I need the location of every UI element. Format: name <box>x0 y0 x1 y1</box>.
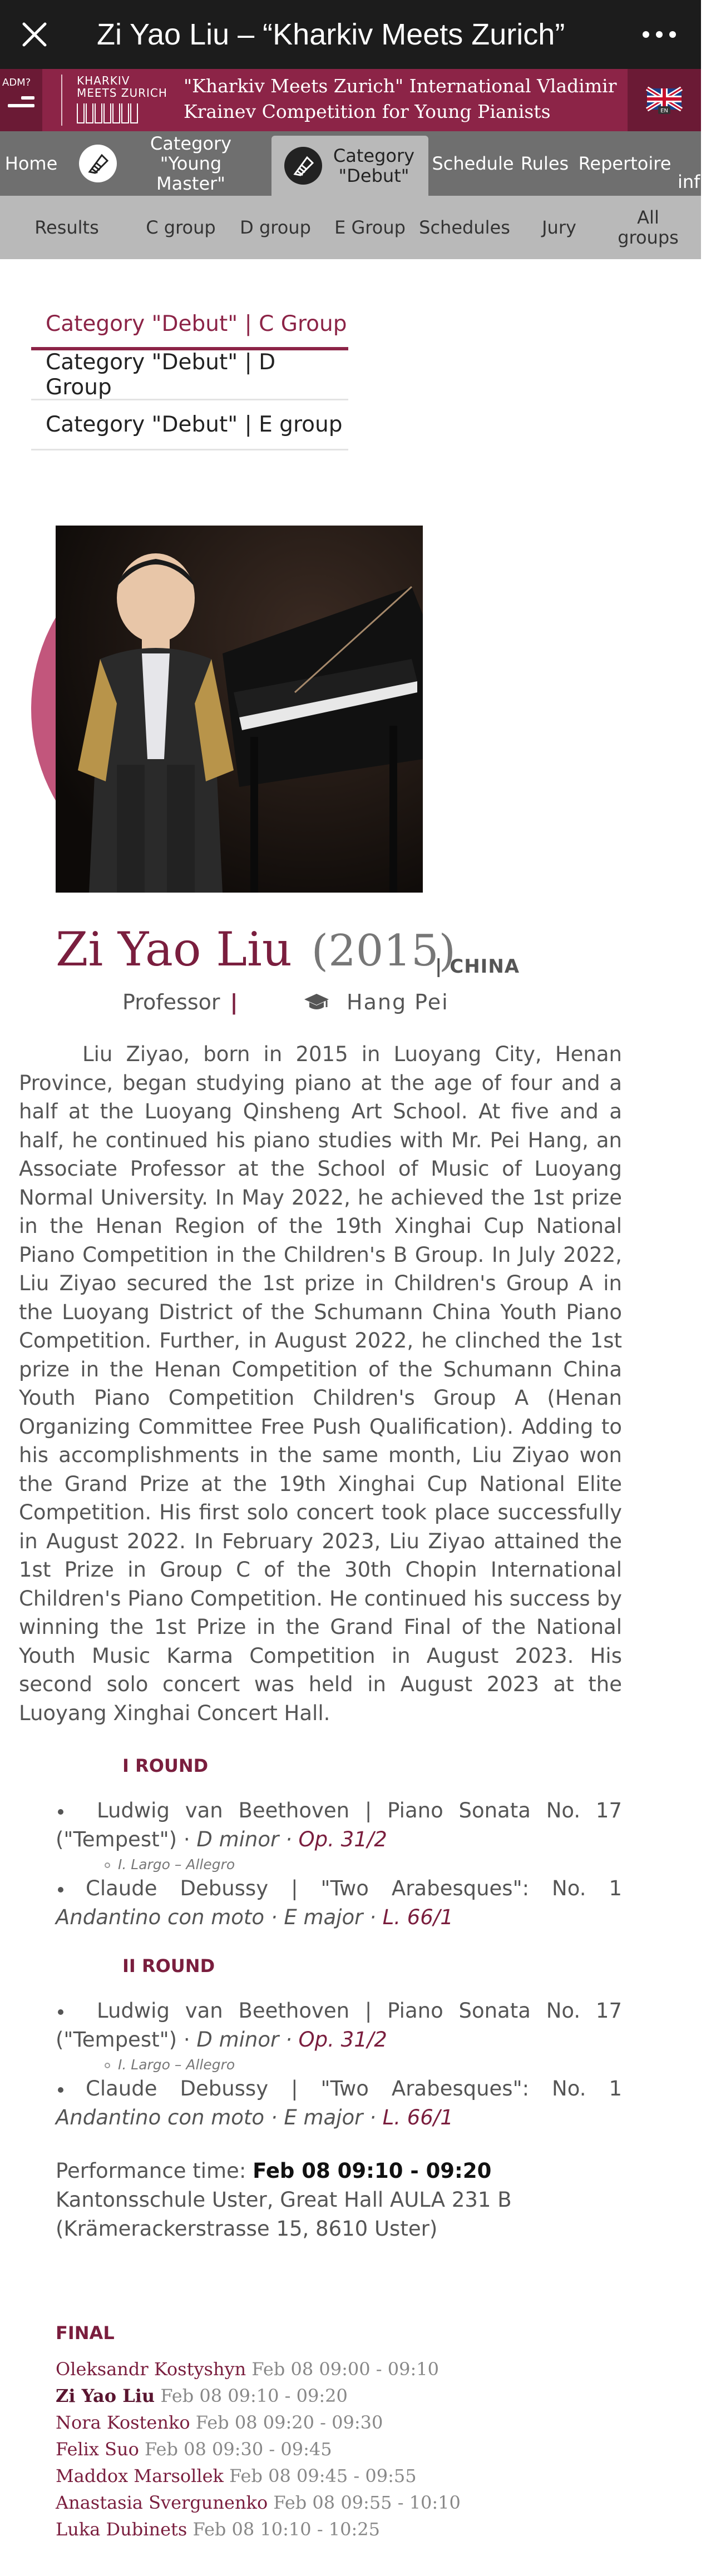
final-entry-time: Feb 08 10:10 - 10:25 <box>192 2519 381 2540</box>
final-entry <box>56 2489 612 2516</box>
round-2-piece-2 <box>56 2074 622 2132</box>
menu-home[interactable]: Home <box>4 153 58 174</box>
biography: Liu Ziyao, born in 2015 in Luoyang City, Henan Province, began studying piano at the age of four and a half at the Luoyang Qinsheng Art School. At five and a half, he continued his piano studies with Mr. Pei Hang, an Associate Professor at the School of Music of Luoyang Normal University. In May 2022, he achieved the 1st prize in the Henan Region of the 19th Xinghai Cup National Piano Competition in the Children's B Group. In July 2022, Liu Ziyao secured the 1st prize in Children's Group A in the Luoyang District of the Schumann China Youth Piano Competition. Further, in August 2022, he clinched the 1st prize in the Henan Competition of the Schumann China Youth Piano Competition Children's Group A (Henan Organizing Committee Free Push Qualification). Adding to his accomplishments in the same month, Liu Ziyao won the Grand Prize at the 19th Xinghai Cup National Elite Competition. His first solo concert took place successfully in August 2022. In February 2023, Liu Ziyao attained the 1st Prize in Group C of the 30th Chopin International Children's Piano Competition. He continued his success by winning the 1st Prize in the Grand Final of the National Youth Music Karma Competition in August 2023. His second solo concert was held in August 2023 at the Luoyang Xinghai Concert Hall. <box>19 1042 622 1725</box>
submenu-all-groups[interactable]: All groups <box>618 207 679 248</box>
graduation-cap-icon <box>303 993 330 1012</box>
participant-country: | CHINA <box>435 955 520 978</box>
photo-content <box>56 526 423 893</box>
banner-heading-line2: Krainev Competition for Young Pianists <box>184 101 551 122</box>
admin-menu-button[interactable] <box>0 69 42 131</box>
final-entry-time: Feb 08 09:45 - 09:55 <box>229 2465 417 2486</box>
round-2-title: II ROUND <box>122 1955 215 1976</box>
performance-venue: Kantonsschule Uster, Great Hall AULA 231 B (Krämerackerstrasse 15, 8610 Uster) <box>56 2188 512 2241</box>
final-title: FINAL <box>56 2322 115 2344</box>
participant-photo <box>31 526 398 893</box>
final-entry <box>56 2409 612 2436</box>
piece-key: D minor <box>196 2028 279 2052</box>
submenu-c-group[interactable]: C group <box>146 217 216 238</box>
final-schedule <box>56 2356 612 2543</box>
final-entry-name[interactable]: Zi Yao Liu <box>56 2385 155 2406</box>
bullet <box>58 1809 63 1815</box>
sub-menu <box>0 196 701 259</box>
final-entry-name[interactable]: Luka Dubinets <box>56 2519 187 2540</box>
tab-debut-c-group[interactable]: Category "Debut" | C Group <box>31 300 348 350</box>
final-entry <box>56 2516 612 2543</box>
submenu-d-group[interactable]: D group <box>240 217 311 238</box>
teacher-name: Hang Pei <box>347 990 449 1014</box>
piece-tempo: Andantino con moto <box>56 1905 265 1929</box>
performance-time: Feb 08 09:10 - 09:20 <box>253 2159 492 2183</box>
uk-flag-icon <box>647 86 682 114</box>
submenu-results[interactable]: Results <box>34 217 99 238</box>
final-entry-name[interactable]: Nora Kostenko <box>56 2412 190 2433</box>
more-options-icon[interactable] <box>618 0 701 69</box>
professor-label <box>122 990 238 1014</box>
app-bar <box>0 0 701 69</box>
professor-separator: | <box>230 990 238 1014</box>
menu-rules[interactable]: Rules <box>520 153 569 174</box>
piano-keys-icon <box>77 103 172 123</box>
round-1-movement <box>105 1856 235 1872</box>
logo-line1: KHARKIV <box>77 74 130 87</box>
competition-logo[interactable] <box>61 75 172 126</box>
piece-key: · E major · <box>270 2106 376 2129</box>
piece-tempo: Andantino con moto <box>56 2106 265 2129</box>
close-icon[interactable] <box>0 0 69 69</box>
round-2-piece-1 <box>56 1997 622 2054</box>
group-tabs <box>31 300 348 450</box>
round-1-piece-2 <box>56 1874 622 1932</box>
final-entry <box>56 2356 612 2382</box>
final-entry <box>56 2463 612 2489</box>
movement-text: I. Largo – Allegro <box>118 1856 235 1872</box>
ring-bullet <box>105 2063 110 2068</box>
piece-text: Claude Debussy | "Two Arabesques": No. 1 <box>86 1876 622 1900</box>
movement-text: I. Largo – Allegro <box>118 2057 235 2073</box>
final-entry-name[interactable]: Maddox Marsollek <box>56 2465 224 2486</box>
performance-info <box>56 2157 622 2243</box>
menu-schedule[interactable]: Schedule <box>432 153 514 174</box>
piano-icon <box>284 147 322 185</box>
piece-text: Claude Debussy | "Two Arabesques": No. 1 <box>86 2077 622 2101</box>
round-1-piece-1 <box>56 1796 622 1854</box>
page-title: Zi Yao Liu – “Kharkiv Meets Zurich” <box>97 18 565 51</box>
piece-text: Ludwig van Beethoven | Piano Sonata No. 17 ("Tempest") · <box>56 1799 622 1851</box>
piece-opus: L. 66/1 <box>382 2106 453 2129</box>
piece-opus: L. 66/1 <box>382 1905 453 1929</box>
final-entry-name[interactable]: Felix Suo <box>56 2439 139 2460</box>
menu-young-master-label: Category "Young Master" <box>150 133 232 194</box>
menu-info[interactable]: info <box>678 171 711 192</box>
submenu-jury[interactable]: Jury <box>542 217 576 238</box>
language-switch[interactable] <box>628 69 701 131</box>
round-1-title: I ROUND <box>122 1755 209 1776</box>
main-menu <box>0 131 711 196</box>
final-entry-name[interactable]: Anastasia Svergunenko <box>56 2492 268 2513</box>
submenu-schedules[interactable]: Schedules <box>419 217 510 238</box>
piece-key: D minor <box>196 1827 279 1851</box>
tab-debut-e-group[interactable]: Category "Debut" | E group <box>31 400 348 450</box>
piano-icon <box>79 145 117 182</box>
banner-heading <box>184 73 618 125</box>
piece-key: · E major · <box>270 1905 376 1929</box>
final-entry-name[interactable]: Oleksandr Kostyshyn <box>56 2359 246 2380</box>
final-entry-time: Feb 08 09:20 - 09:30 <box>195 2412 383 2433</box>
logo-line2: MEETS ZURICH <box>77 86 167 100</box>
participant-name <box>56 922 456 977</box>
menu-young-master[interactable] <box>62 131 271 196</box>
final-entry <box>56 2436 612 2463</box>
piece-separator: · <box>285 1827 292 1851</box>
name-text: Zi Yao Liu <box>56 922 292 977</box>
menu-debut[interactable] <box>271 136 428 196</box>
birth-year: (2015) <box>311 926 456 976</box>
final-entry-time: Feb 08 09:00 - 09:10 <box>251 2359 439 2380</box>
menu-repertoire[interactable]: Repertoire <box>578 153 672 174</box>
piece-text: Ludwig van Beethoven | Piano Sonata No. 17 ("Tempest") · <box>56 1999 622 2052</box>
admin-label: ADM? <box>2 77 31 88</box>
round-2-movement <box>105 2057 235 2073</box>
final-entry-time: Feb 08 09:10 - 09:20 <box>160 2385 348 2406</box>
teacher <box>303 990 449 1014</box>
piece-separator: · <box>285 2028 292 2052</box>
site-banner <box>0 69 701 131</box>
final-entry <box>56 2382 612 2409</box>
banner-heading-line1: "Kharkiv Meets Zurich" International Vladimir <box>184 75 617 97</box>
performance-label: Performance time: <box>56 2159 246 2183</box>
submenu-e-group[interactable]: E Group <box>334 217 406 238</box>
final-entry-time: Feb 08 09:55 - 10:10 <box>273 2492 461 2513</box>
professor-label-text: Professor <box>122 990 220 1014</box>
piece-opus: Op. 31/2 <box>298 1827 387 1851</box>
tab-debut-d-group[interactable]: Category "Debut" | D Group <box>31 350 348 400</box>
bullet <box>58 1887 63 1893</box>
bullet <box>58 2087 63 2093</box>
menu-debut-label: Category "Debut" <box>333 145 415 186</box>
piece-opus: Op. 31/2 <box>298 2028 387 2052</box>
flag-label: EN <box>660 108 668 114</box>
final-entry-time: Feb 08 09:30 - 09:45 <box>145 2439 332 2460</box>
hamburger-icon <box>8 96 34 107</box>
bullet <box>58 2009 63 2015</box>
ring-bullet <box>105 1862 110 1868</box>
